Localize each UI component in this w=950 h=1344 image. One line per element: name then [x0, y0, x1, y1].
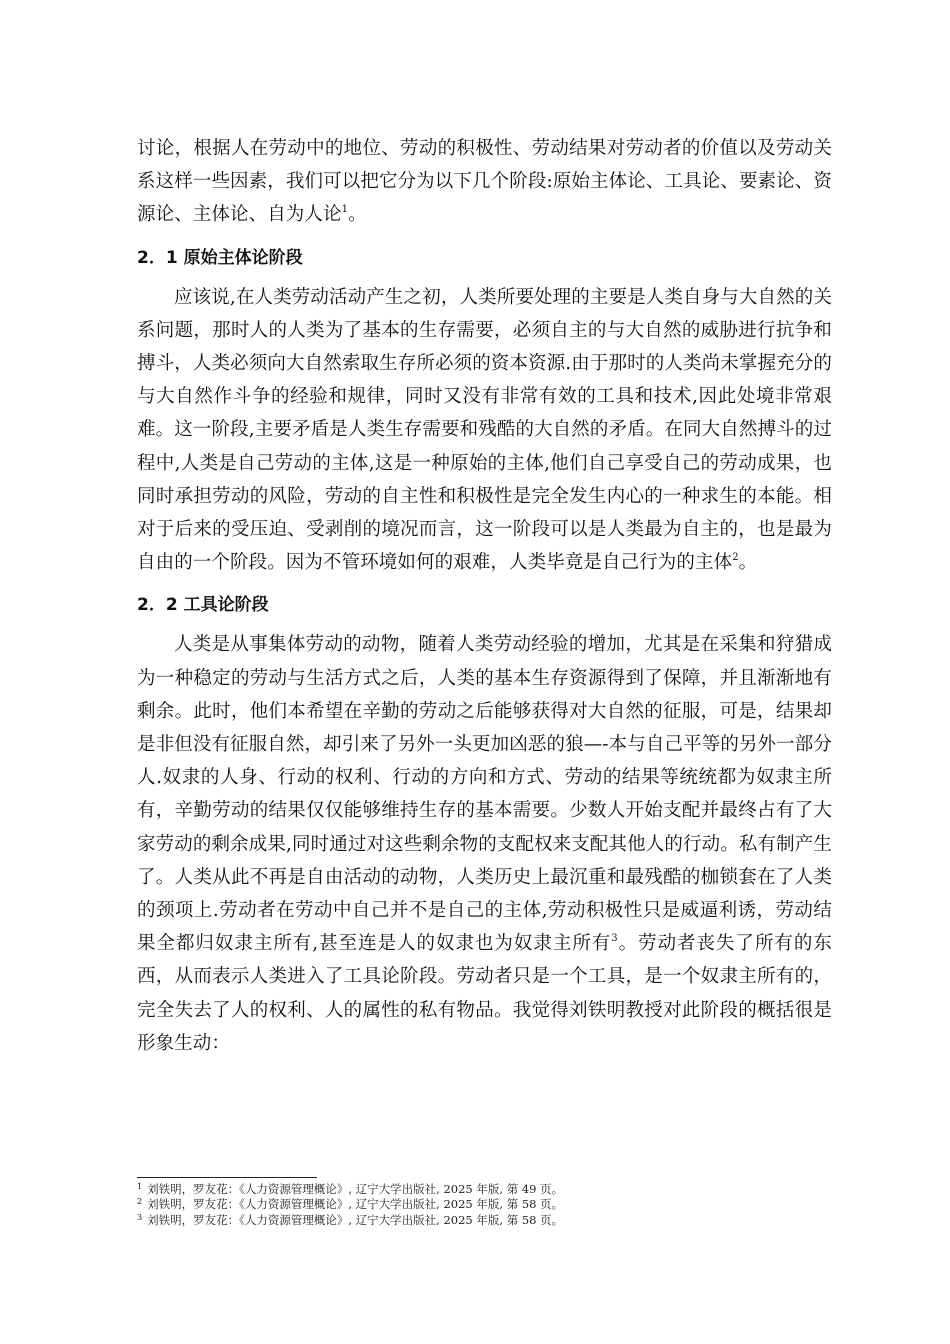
footnote-divider [137, 1177, 317, 1178]
footnote-text: 刘铁明，罗友花：《人力资源管理概论》, 辽宁大学出版社, 2025 年版, 第 49 页。 [147, 1182, 564, 1196]
footnotes [137, 1177, 832, 1228]
document-body [137, 132, 832, 1060]
footnote-1 [137, 1182, 832, 1197]
footnote-ref-3[interactable]: 3 [611, 933, 618, 945]
section-heading-2-2: 2．2 工具论阶段 [137, 595, 269, 616]
section-2-1-text: 应该说,在人类劳动活动产生之初，人类所要处理的主要是人类自身与大自然的关系问题，那时人的人类为了基本的生存需要，必须自主的与大自然的威胁进行抗争和搏斗，人类必须向大自然索取生存所必须的资本资源.由于那时的人类尚未掌握充分的与大自然作斗争的经验和规律，同时又没有非常有效的工具和技术,因此处境非常艰难。这一阶段,主要矛盾是人类生存需要和残酷的大自然的矛盾。在同大自然搏斗的过程中,人类是自己劳动的主体,这是一种原始的主体,他们自己享受自己的劳动成果，也同时承担劳动的风险，劳动的自主性和积极性是完全发生内心的一种求生的本能。相对于后来的受压迫、受剥削的境况而言，这一阶段可以是人类最为自主的，也是最为自由的一个阶段。因为不管环境如何的艰难，人类毕竟是自己行为的主体 [137, 286, 832, 574]
section-2-1-end: 。 [738, 552, 758, 574]
footnote-number: 1 [137, 1182, 143, 1191]
section-2-2-text-b: 。劳动者丧失了所有的东西，从而表示人类进入了工具论阶段。劳动者只是一个工具，是一个奴隶主所有的，完全失去了人的权利、人的属性的私有物品。我觉得刘铁明教授对此阶段的概括很是形象生动： [137, 933, 832, 1054]
section-2-2-paragraph [137, 628, 832, 1060]
intro-text: 讨论，根据人在劳动中的地位、劳动的积极性、劳动结果对劳动者的价值以及劳动关系这样一些因素，我们可以把它分为以下几个阶段:原始主体论、工具论、要素论、资源论、主体论、自为人论 [137, 138, 832, 226]
footnote-2 [137, 1197, 832, 1212]
footnote-ref-1[interactable]: 1 [341, 204, 349, 216]
section-2-2-text-a: 人类是从事集体劳动的动物，随着人类劳动经验的增加，尤其是在采集和狩猎成为一种稳定的劳动与生活方式之后，人类的基本生存资源得到了保障，并且渐渐地有剩余。此时，他们本希望在辛勤的劳动之后能够获得对大自然的征服，可是，结果却是非但没有征服自然，却引来了另外一头更加凶恶的狼—-本与自己平等的另外一部分人.奴隶的人身、行动的权利、行动的方向和方式、劳动的结果等统统都为奴隶主所有，辛勤劳动的结果仅仅能够维持生存的基本需要。少数人开始支配并最终占有了大家劳动的剩余成果,同时通过对这些剩余物的支配权来支配其他人的行动。私有制产生了。人类从此不再是自由活动的动物，人类历史上最沉重和最残酷的枷锁套在了人类的颈项上.劳动者在劳动中自己并不是自己的主体,劳动积极性只是威逼利诱，劳动结果全都归奴隶主所有,甚至连是人的奴隶也为奴隶主所有 [137, 634, 832, 955]
intro-paragraph [137, 132, 832, 232]
section-heading-2-1: 2．1 原始主体论阶段 [137, 247, 303, 268]
section-2-1-paragraph [137, 281, 832, 580]
intro-end: 。 [348, 204, 367, 226]
footnote-number: 3 [137, 1212, 143, 1222]
footnote-text: 刘铁明，罗友花：《人力资源管理概论》, 辽宁大学出版社, 2025 年版, 第 58 页。 [147, 1212, 564, 1227]
footnote-3 [137, 1213, 832, 1228]
footnote-ref-2[interactable]: 2 [732, 552, 739, 564]
footnote-number: 2 [137, 1197, 143, 1207]
footnote-text: 刘铁明，罗友花：《人力资源管理概论》, 辽宁大学出版社, 2025 年版, 第 58 页。 [147, 1197, 564, 1212]
